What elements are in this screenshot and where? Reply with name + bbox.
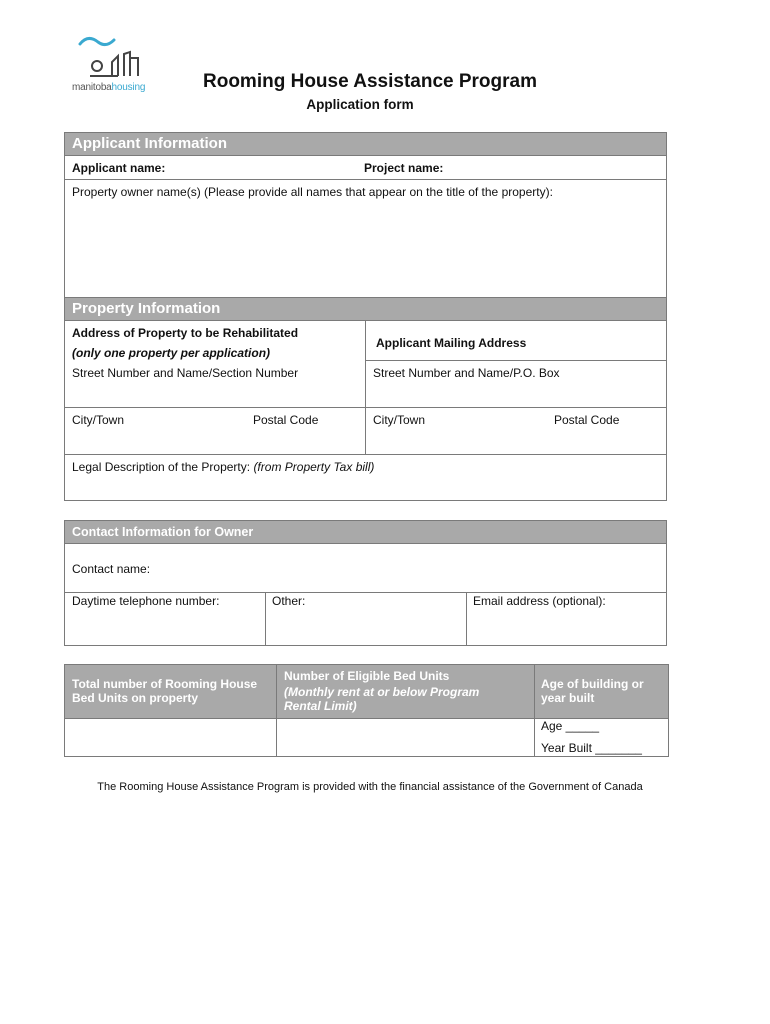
logo-wordmark: manitobahousing (72, 82, 146, 93)
property-postal-field[interactable]: Postal Code (253, 413, 319, 427)
mailing-postal-field[interactable]: Postal Code (554, 413, 620, 427)
divider (365, 320, 366, 455)
divider (64, 407, 667, 408)
divider (265, 592, 266, 646)
mailing-street-field[interactable]: Street Number and Name/P.O. Box (373, 366, 560, 380)
age-field[interactable]: Age _____ (541, 719, 600, 733)
divider (64, 179, 667, 180)
applicant-section-box (64, 155, 667, 298)
contact-section-heading: Contact Information for Owner (64, 520, 667, 544)
daytime-phone-field[interactable]: Daytime telephone number: (72, 594, 220, 608)
mailing-city-field[interactable]: City/Town (373, 413, 426, 427)
property-city-field[interactable]: City/Town (72, 413, 125, 427)
property-address-note: (only one property per application) (72, 346, 271, 360)
applicant-section-heading: Applicant Information (64, 132, 667, 156)
divider (466, 592, 467, 646)
email-field[interactable]: Email address (optional): (473, 594, 606, 608)
applicant-name-field[interactable]: Applicant name: (72, 161, 166, 175)
year-built-field[interactable]: Year Built _______ (541, 741, 642, 755)
project-name-field[interactable]: Project name: (364, 161, 444, 175)
divider (64, 592, 667, 593)
funding-footer: The Rooming House Assistance Program is provided with the financial assistance of the Government of Canada (97, 781, 643, 793)
form-title: Rooming House Assistance Program (203, 71, 537, 92)
divider (365, 360, 667, 361)
legal-description-field[interactable]: Legal Description of the Property: (from Property Tax bill) (72, 460, 375, 474)
total-units-heading: Total number of Rooming House Bed Units on property (72, 677, 258, 705)
mailing-address-heading: Applicant Mailing Address (376, 336, 527, 350)
eligible-units-note: (Monthly rent at or below Program Rental Limit) (284, 685, 480, 713)
property-section-heading: Property Information (64, 297, 667, 321)
property-address-heading: Address of Property to be Rehabilitated (72, 326, 299, 340)
total-units-input[interactable] (65, 719, 276, 756)
building-age-heading: Age of building or year built (541, 677, 644, 705)
form-subtitle: Application form (306, 97, 414, 112)
property-street-field[interactable]: Street Number and Name/Section Number (72, 366, 299, 380)
eligible-units-heading: Number of Eligible Bed Units (284, 669, 450, 683)
other-phone-field[interactable]: Other: (272, 594, 306, 608)
contact-name-field[interactable]: Contact name: (72, 562, 151, 576)
owner-names-field[interactable]: Property owner name(s) (Please provide all names that appear on the title of the property): (72, 185, 553, 199)
eligible-units-input[interactable] (277, 719, 534, 756)
divider (534, 664, 535, 757)
divider (64, 454, 667, 455)
